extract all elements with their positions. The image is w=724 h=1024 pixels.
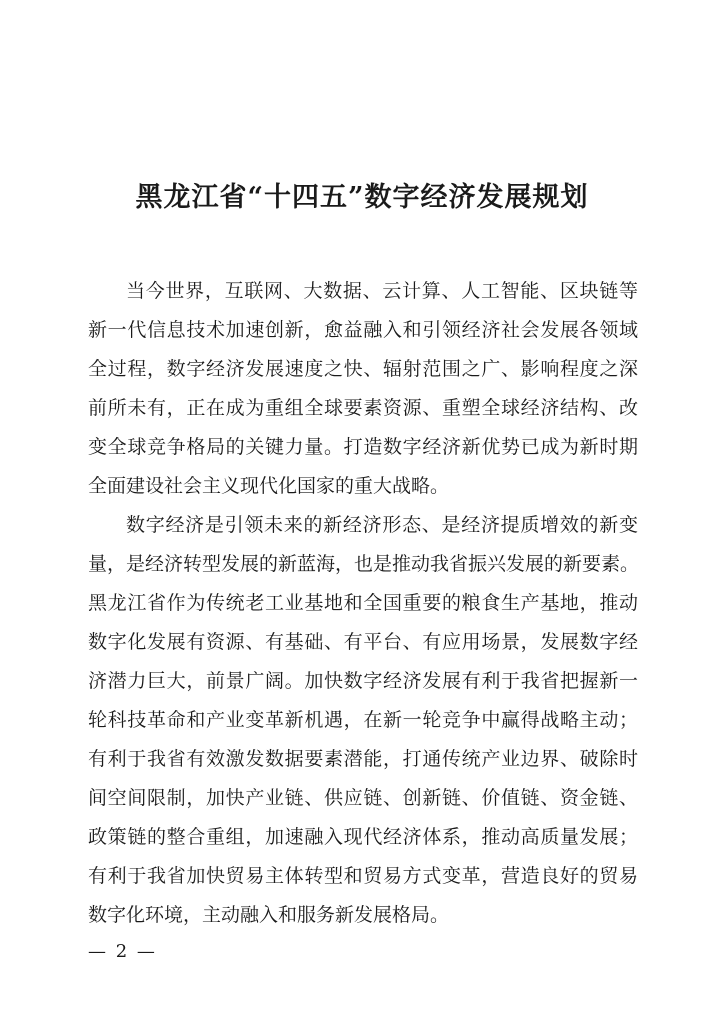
paragraph-2-line-8: 间空间限制，加快产业链、供应链、创新链、价值链、资金链、	[88, 787, 638, 809]
paragraph-2-line-6: 轮科技革命和产业变革新机遇，在新一轮竞争中赢得战略主动；	[88, 709, 638, 731]
paragraph-2-line-1: 数字经济是引领未来的新经济形态、是经济提质增效的新变	[126, 514, 638, 536]
paragraph-1-line-1: 当今世界，互联网、大数据、云计算、人工智能、区块链等	[126, 280, 638, 302]
document-title: 黑龙江省“十四五”数字经济发展规划	[135, 182, 589, 213]
paragraph-1-line-5: 变全球竞争格局的关键力量。打造数字经济新优势已成为新时期	[88, 436, 638, 458]
paragraph-2-line-3: 黑龙江省作为传统老工业基地和全国重要的粮食生产基地，推动	[88, 592, 638, 614]
paragraph-2-line-5: 济潜力巨大，前景广阔。加快数字经济发展有利于我省把握新一	[88, 670, 638, 692]
paragraph-2-line-9: 政策链的整合重组，加速融入现代经济体系，推动高质量发展；	[88, 826, 638, 848]
paragraph-1-line-6: 全面建设社会主义现代化国家的重大战略。	[88, 475, 450, 497]
paragraph-2-line-4: 数字化发展有资源、有基础、有平台、有应用场景，发展数字经	[88, 631, 638, 653]
paragraph-1-line-2: 新一代信息技术加速创新，愈益融入和引领经济社会发展各领域	[88, 319, 638, 341]
paragraph-2-line-7: 有利于我省有效激发数据要素潜能，打通传统产业边界、破除时	[88, 748, 638, 770]
page-number: — 2 —	[88, 941, 157, 962]
paragraph-2-line-11: 数字化环境，主动融入和服务新发展格局。	[88, 904, 450, 926]
paragraph-2-line-2: 量，是经济转型发展的新蓝海，也是推动我省振兴发展的新要素。	[88, 553, 640, 575]
paragraph-1-line-3: 全过程，数字经济发展速度之快、辐射范围之广、影响程度之深	[88, 358, 638, 380]
paragraph-2-line-10: 有利于我省加快贸易主体转型和贸易方式变革，营造良好的贸易	[88, 865, 638, 887]
paragraph-1-line-4: 前所未有，正在成为重组全球要素资源、重塑全球经济结构、改	[88, 397, 638, 419]
